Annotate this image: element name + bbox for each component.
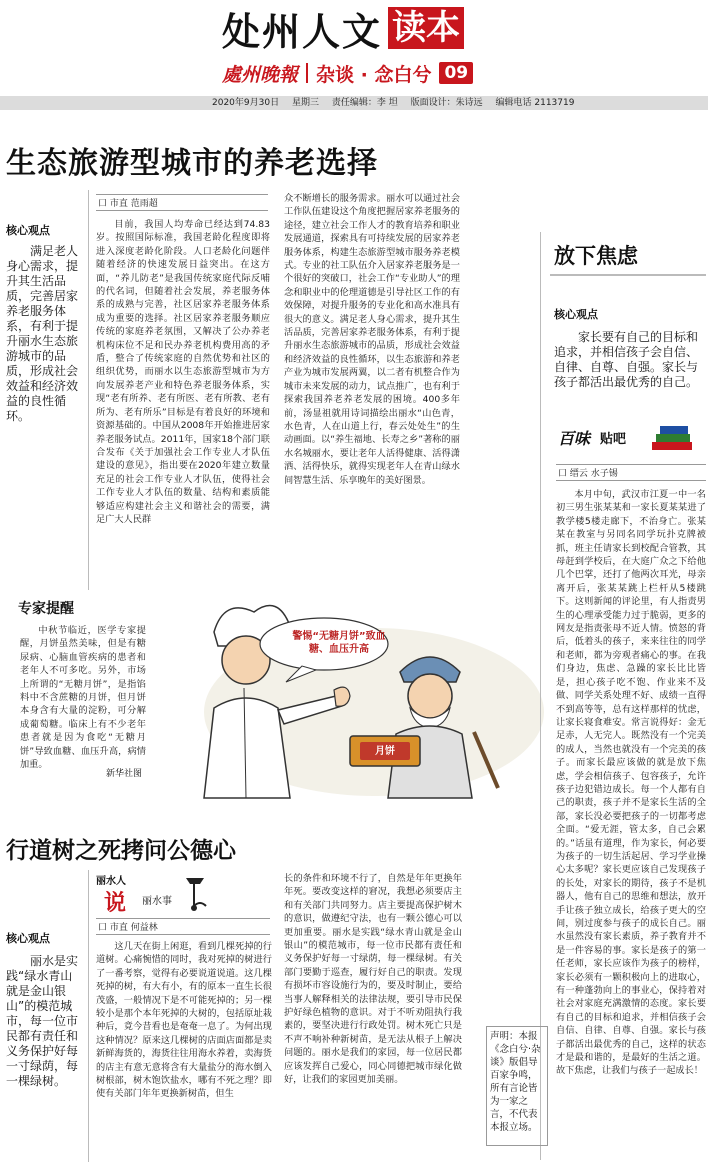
- article2-column-1: [96, 940, 272, 1160]
- article3-byline: 口 缙云 水子锡: [556, 464, 706, 481]
- article3-key-text: 家长要有自己的目标和追求，并相信孩子会自信、自律、自尊、自强。家长与孩子都活出最优秀的自己。: [554, 330, 699, 389]
- article2-column-2: [284, 872, 462, 1160]
- masthead-title-highlight: 读本: [388, 7, 464, 49]
- cartoon-bubble-text: 警惕“无糖月饼”致血糖、血压升高: [292, 631, 386, 655]
- column-logo-lishui: [96, 868, 216, 918]
- column-logo-line2: 说: [104, 890, 127, 916]
- article3-body: [556, 488, 706, 1160]
- issue-weekday: 星期三: [291, 98, 319, 108]
- lantern-bird-icon: [182, 872, 212, 912]
- article3-key-label: 核心观点: [554, 308, 598, 321]
- headline-rule: [550, 274, 706, 276]
- column-logo-baiwei: [558, 418, 704, 458]
- issue-date: 2020年9月30日: [212, 98, 280, 108]
- article1-column-2-text: 众不断增长的服务需求。丽水可以通过社会工作队伍建设这个角度把握居家养老服务的途径，建立社会工作人才的教育培养和职业发展通道，探索具有可持续发展的居家养老服务体系，构建生态旅游型城市服务养老模式。专业的社工队伍介入居家养老服务是一个很好的突破口，社会工作“专业助人”的理念和职业中的伦理道德是引导社区工作的有效保障，对提升服务的专业化和高水准具有很大的意义。满足老人身心需求，提升其生活品质，完善居家养老服务体系，有利于提升丽水生态旅游城市的品质，形成社会效益和经济效益的良性循环，以生态旅游和养老产业为城市发展两翼，以二者有机整合作为城市未来发展的动力，试点推广，也有利于探索我国养老养老发展的困境。400多年前，汤显祖就用诗词描绘出丽水“山色青，水色青，人在山道上行，春云处处生”的生动画面。以“养生福地、长寿之乡”著称的丽水名城丽水，要让老年人活得健康、活得潇洒、活得快乐，就得实现老年人在青山绿水间智慧生活、乐享晚年的美好图景。: [284, 193, 460, 486]
- article1-byline: 口 市直 范雨超: [96, 194, 268, 211]
- column-rule: [88, 190, 89, 590]
- column-rule: [88, 870, 89, 1162]
- column-logo-line3: 丽水事: [142, 896, 172, 907]
- designer-credit: 版面设计：朱诗远: [410, 98, 483, 108]
- column-logo-baiwei-b: 贴吧: [600, 432, 627, 447]
- editorial-notice-box: [486, 1026, 548, 1146]
- article2-column-2-text: 长的条件和环境不行了，自然是年年更换年年死。要改变这样的窘况，我想必须要店主和有关部门共同努力。店主要提高保护树木的意识，做遵纪守法，也有一颗公德心可以更加重要。丽水是实践“绿水青山就是金山银山”的模范城市，每一位市民都有责任和义务保护好每一寸绿荫，每一棵绿树。有关部门要勤于巡查，履行好自己的职责。发现有损坏市容设施行为的，要及时制止，要给当事人解释相关的法律法规，要引导市民保护好绿色植物的意识。对于不听劝阻执行我素的，要坚决进行行政处罚。树木死亡只是不声不响补种新树苗，是无法从根子上解决问题的。丽水是我们的家园，每一位居民都应该发挥自己爱心，同心同德把城市绿化做好，让我们的家园更加美丽。: [284, 873, 462, 1086]
- editorial-notice-text: 声明：本报《念白兮·杂谈》版倡导百家争鸣，所有言论皆为一家之言，不代表本报立场。: [490, 1031, 541, 1133]
- article3-body-text: 本月中旬，武汉市江夏一中一名初三男生张某某和一家长夏某某进了教学楼5楼走廊下，不治身亡。张某某在教室与另同名同学玩扑克牌被抓，班主任请家长到校配合管教，其母赶到学校后，在大庭广众之下给他几个巴掌，还打了他两次耳光，母亲离开后，张某某跳上栏杆从5楼跳下。这则新闻的评论里，有人指责男生的心理承受能力过于脆弱，更多的网友是指责张母不近人情。愤怒的背后，低着头的孩子，来来往往的同学和老师，都为旁观者痛心的事。在我们身边，焦虑、急躁的家长比比皆是，担心孩子吃不饱、作业来不及做、同学关系处理不好、成绩一直得不到高等等，总有这样那样的忧虑，让家长寝食难安。常言说得好：金无足赤，人无完人。既然没有一个完美的成人，当然也就没有一个完美的孩子。而家长最应该做的就是放下焦虑，学会相信孩子、包容孩子，允许孩子边犯错边成长。每一个人都有自己的职责，孩子并不是家长生活的全部，家长没必要把孩子的一切都考虑全面。“爱无涯，管太多，自己会累的。”话虽有道理，作为家长，何必要为孩子的一切生活起居、学习学业操心太多呢？家长更应该自己发现孩子的长处，对家长的期待，孩子不是机器人，他有自己的思维和想法，放开手让孩子独立成长，给孩子更大的空间，别过度参与孩子的成长自己。丽水虽然没有家长素质，养子教育并不是一件容易的事。家长是孩子的第一任老师，家长应该作为孩子的榜样，家长必须有一颗积极向上的进取心，有一种蓬勃向上的事业心，保持着对社会对家庭充满激情的态度。家长要有自己的目标和追求，并相信孩子会自信、自律、自尊、自强。家长与孩子都活出最优秀的自己，这样的状态才是最和谐的，是最好的生活之道。故下焦虑，让我们与孩子一起成长！: [556, 489, 706, 1077]
- expert-reminder-credit: 新华社图: [106, 769, 143, 779]
- article1-column-1-text: 目前，我国人均寿命已经达到74.83岁。按照国际标准，我国老龄化程度即将进入深度老龄化阶段。人口老龄化问题伴随着经济的快速发展日益突出。在这方面，“养儿防老”是我国传统家庭代际反哺的代名词，但随着社会发展，养老服务体系的成熟与完善，社区居家养老服务体系成为重要的选择。社区居家养老服务顺应传统的家庭养老氛围，又解决了公办养老机构床位不足和民办养老机构费用高的矛盾，整合了传统家庭的自然优势和社区的组织优势，而丽水以生态旅游型城市为方向发展养老产业和特色养老服务体系，实现“老有所养、老有所医、老有所教、老有所为、老有所乐”目标是有着良好的环境和资源基础的。中国从2008年开始推进居家养老服务试点。2011年，国家18个部门联合发布《关于加强社会工作专业人才队伍建设的意见》，指出要在2020年建立数量充足的社会工作专业人才队伍，使得社会工作专业人才队伍的数量、结构和素质能够适应构建社会主义和谐社会的需要，满足广大人民群: [96, 219, 270, 525]
- article2-key-point: [6, 930, 82, 1089]
- column-rule: [540, 232, 541, 1160]
- column-logo-line1: 丽水人: [96, 876, 126, 887]
- mooncake-cartoon-illustration: [174, 592, 530, 798]
- article1-key-label: 核心观点: [6, 224, 50, 237]
- expert-reminder-text: [20, 624, 146, 771]
- article1-key-point: [6, 222, 82, 424]
- article1-headline: 生态旅游型城市的养老选择: [6, 146, 378, 181]
- article2-key-text: 丽水是实践“绿水青山就是金山银山”的模范城市，每一位市民都有责任和义务保护好每一寸绿荫，每一棵绿树。: [6, 954, 79, 1088]
- expert-reminder-title: 专家提醒: [18, 601, 74, 617]
- dateline-bar: [0, 96, 708, 110]
- article2-byline: 口 市直 何益林: [96, 918, 270, 935]
- editor-credit: 责任编辑：李 坦: [331, 98, 398, 108]
- mooncake-box-label: 月饼: [375, 746, 395, 757]
- article2-column-1-text: 这几天在街上闲逛，看到几棵死掉的行道树。心痛惋惜的同时，我对死掉的树进行了一番考察，觉得有必要说道说道。这几棵死掉的树，有大有小，有的原本一直生长很茂盛，一般情况下是不可能死掉的；另一棵较小是那个本年死掉的大树的，包括原址栽种后，竟今昔看也是奄奄一息了。为何出现这种情况？原来这几棵树的店面店面都是卖新鲜海货的，海货往往用海水养着，卖海货的店主有意无意将含有大量盐分的海水倒入树根部，树木饱饮盐水，哪有不死之理？即使有关部门年年更换新树苗，但生: [96, 941, 272, 1100]
- newspaper-name: 處州晚報: [222, 63, 299, 86]
- page-number: 09: [439, 62, 473, 84]
- expert-reminder-text-body: 中秋节临近，医学专家提醒，月饼虽然美味，但是有糖尿病、心脑血管疾病的患者和老年人不可多吃。另外，市场上所谓的“无糖月饼”，是指馅料中不含蔗糖的月饼，但月饼本身含有大量的淀粉，可分解成葡萄糖。临床上有不少老年患者就是因为食吃“无糖月饼”导致血糖、血压升高，病情加重。: [20, 625, 146, 771]
- editor-phone: 编辑电话 2113719: [495, 98, 575, 108]
- masthead-title: [222, 6, 492, 54]
- books-icon: [650, 420, 696, 454]
- masthead-subtitle: [222, 60, 473, 86]
- section-name: 杂谈 · 念白兮: [316, 63, 432, 86]
- expert-reminder-box: [6, 590, 530, 798]
- column-logo-baiwei-a: 百味: [558, 429, 591, 448]
- masthead-divider: [306, 63, 308, 83]
- article2-key-label: 核心观点: [6, 932, 50, 945]
- masthead-title-main: 处州人文: [222, 8, 383, 54]
- article3-key-point: [554, 306, 704, 390]
- article2-headline: 行道树之死拷问公德心: [6, 837, 236, 864]
- article3-headline: 放下焦虑: [554, 243, 638, 268]
- article1-column-2: [284, 192, 460, 564]
- article1-key-text: 满足老人身心需求，提升其生活品质，完善居家养老服务体系，有利于提升丽水生态旅游城市的品质，形成社会效益和经济效益的良性循环。: [6, 244, 79, 423]
- article1-column-1: [96, 218, 270, 590]
